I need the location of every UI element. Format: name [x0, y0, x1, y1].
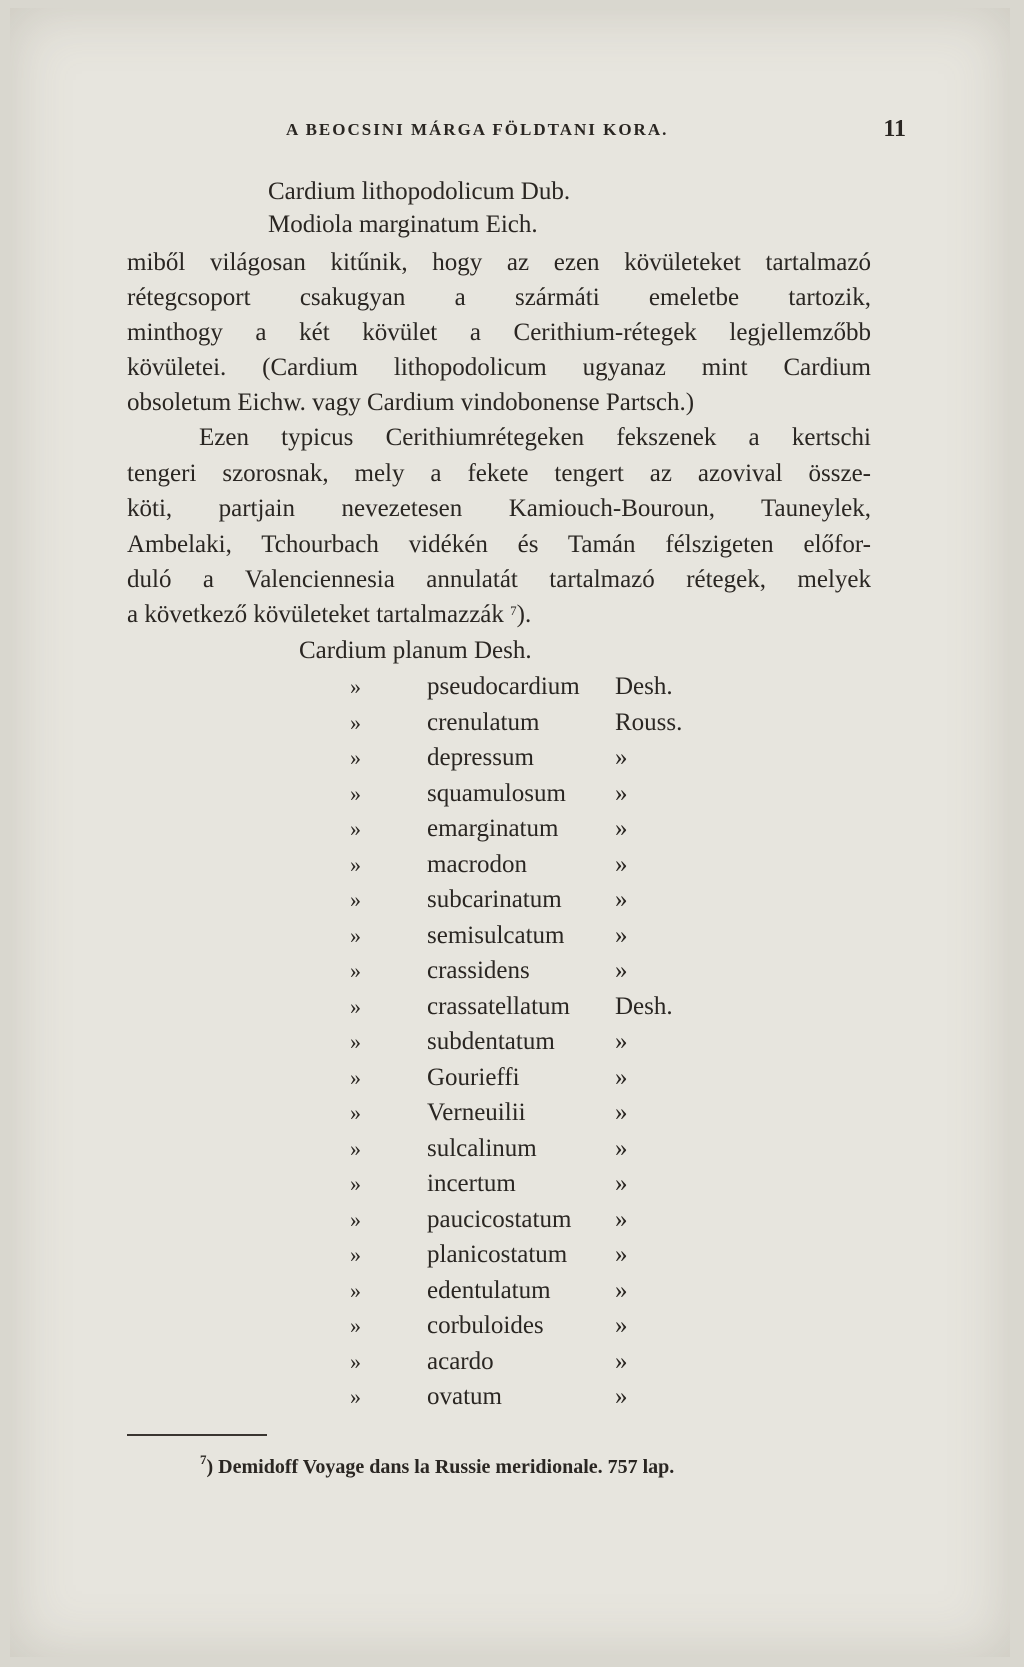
species-author: »: [615, 1241, 628, 1268]
ditto-mark: »: [350, 1100, 361, 1125]
species-author: »: [615, 851, 628, 878]
species-name: emarginatum: [427, 815, 559, 842]
text-line: Ezen typicus Cerithiumrétegeken fekszenek a kertschi: [199, 424, 871, 451]
ditto-mark: »: [350, 674, 361, 699]
ditto-mark: »: [350, 1384, 361, 1409]
ditto-mark: »: [350, 710, 361, 735]
ditto-mark: »: [350, 1207, 361, 1232]
page-header: [286, 116, 906, 150]
text-line: rétegcsoport csakugyan a szármáti emeletbe tartozik,: [127, 284, 871, 311]
species-name: crenulatum: [427, 709, 540, 736]
species-name: ovatum: [427, 1383, 502, 1410]
species-author: »: [615, 1383, 628, 1410]
footnote-marker: 7: [200, 1452, 207, 1467]
species-author: »: [615, 886, 628, 913]
page-number: 11: [883, 116, 906, 142]
species-author: »: [615, 1277, 628, 1304]
ditto-mark: »: [350, 852, 361, 877]
species-name: macrodon: [427, 851, 527, 878]
species-author: »: [615, 1135, 628, 1162]
footnote: [200, 1452, 675, 1479]
ditto-mark: »: [350, 1029, 361, 1054]
running-title: A BEOCSINI MÁRGA FÖLDTANI KORA.: [286, 120, 669, 139]
footnote-reference: 7: [510, 603, 517, 618]
species-author: »: [615, 780, 628, 807]
ditto-mark: »: [350, 1136, 361, 1161]
species-name: crassidens: [427, 957, 530, 984]
species-name: subcarinatum: [427, 886, 562, 913]
species-name: corbuloides: [427, 1312, 544, 1339]
footnote-divider: [127, 1434, 267, 1436]
list-heading: Cardium planum Desh.: [299, 637, 532, 664]
species-author: »: [615, 1206, 628, 1233]
text-line: [127, 600, 531, 630]
species-name: incertum: [427, 1170, 516, 1197]
species-name: depressum: [427, 744, 534, 771]
species-line: Cardium lithopodolicum Dub.: [268, 178, 571, 205]
species-author: Rouss.: [615, 709, 683, 736]
ditto-mark: »: [350, 1242, 361, 1267]
species-name: subdentatum: [427, 1028, 555, 1055]
species-name: Verneuilii: [427, 1099, 526, 1126]
species-name: squamulosum: [427, 780, 566, 807]
text-line: minthogy a két kövület a Cerithium-rétegek legjellemzőbb: [127, 319, 871, 346]
text-line: kövületei. (Cardium lithopodolicum ugyanaz mint Cardium: [127, 354, 871, 381]
species-author: »: [615, 744, 628, 771]
text-line: obsoletum Eichw. vagy Cardium vindobonense Partsch.): [127, 389, 695, 416]
species-author: »: [615, 1170, 628, 1197]
ditto-mark: »: [350, 1278, 361, 1303]
species-name: crassatellatum: [427, 993, 570, 1020]
text-line: miből világosan kitűnik, hogy az ezen kövületeket tartalmazó: [127, 249, 871, 276]
text-line: tengeri szorosnak, mely a fekete tengert az azovival össze-: [127, 460, 871, 487]
text-segment: a következő kövületeket tartalmazzák: [127, 601, 504, 628]
species-author: »: [615, 815, 628, 842]
text-line: duló a Valenciennesia annulatát tartalmazó rétegek, melyek: [127, 566, 871, 593]
ditto-mark: »: [350, 887, 361, 912]
species-author: »: [615, 1064, 628, 1091]
species-name: Gourieffi: [427, 1064, 520, 1091]
ditto-mark: »: [350, 994, 361, 1019]
footnote-text: ) Demidoff Voyage dans la Russie meridionale. 757 lap.: [206, 1456, 675, 1478]
species-name: edentulatum: [427, 1277, 551, 1304]
species-name: acardo: [427, 1348, 494, 1375]
ditto-mark: »: [350, 1065, 361, 1090]
species-author: »: [615, 922, 628, 949]
ditto-mark: »: [350, 1171, 361, 1196]
species-author: Desh.: [615, 673, 673, 700]
species-author: »: [615, 1312, 628, 1339]
ditto-mark: »: [350, 781, 361, 806]
ditto-mark: »: [350, 816, 361, 841]
species-author: »: [615, 957, 628, 984]
text-segment: ).: [516, 601, 532, 628]
species-name: planicostatum: [427, 1241, 568, 1268]
text-line: Ambelaki, Tchourbach vidékén és Tamán félszigeten előfor-: [127, 531, 871, 558]
species-name: sulcalinum: [427, 1135, 537, 1162]
species-name: semisulcatum: [427, 922, 565, 949]
species-name: paucicostatum: [427, 1206, 572, 1233]
species-name: pseudocardium: [427, 673, 580, 700]
species-author: Desh.: [615, 993, 673, 1020]
ditto-mark: »: [350, 923, 361, 948]
ditto-mark: »: [350, 1349, 361, 1374]
ditto-mark: »: [350, 1313, 361, 1338]
species-author: »: [615, 1028, 628, 1055]
ditto-mark: »: [350, 958, 361, 983]
text-line: köti, partjain nevezetesen Kamiouch-Bouroun, Tauneylek,: [127, 495, 871, 522]
species-author: »: [615, 1099, 628, 1126]
species-line: Modiola marginatum Eich.: [268, 211, 538, 238]
species-author: »: [615, 1348, 628, 1375]
ditto-mark: »: [350, 745, 361, 770]
